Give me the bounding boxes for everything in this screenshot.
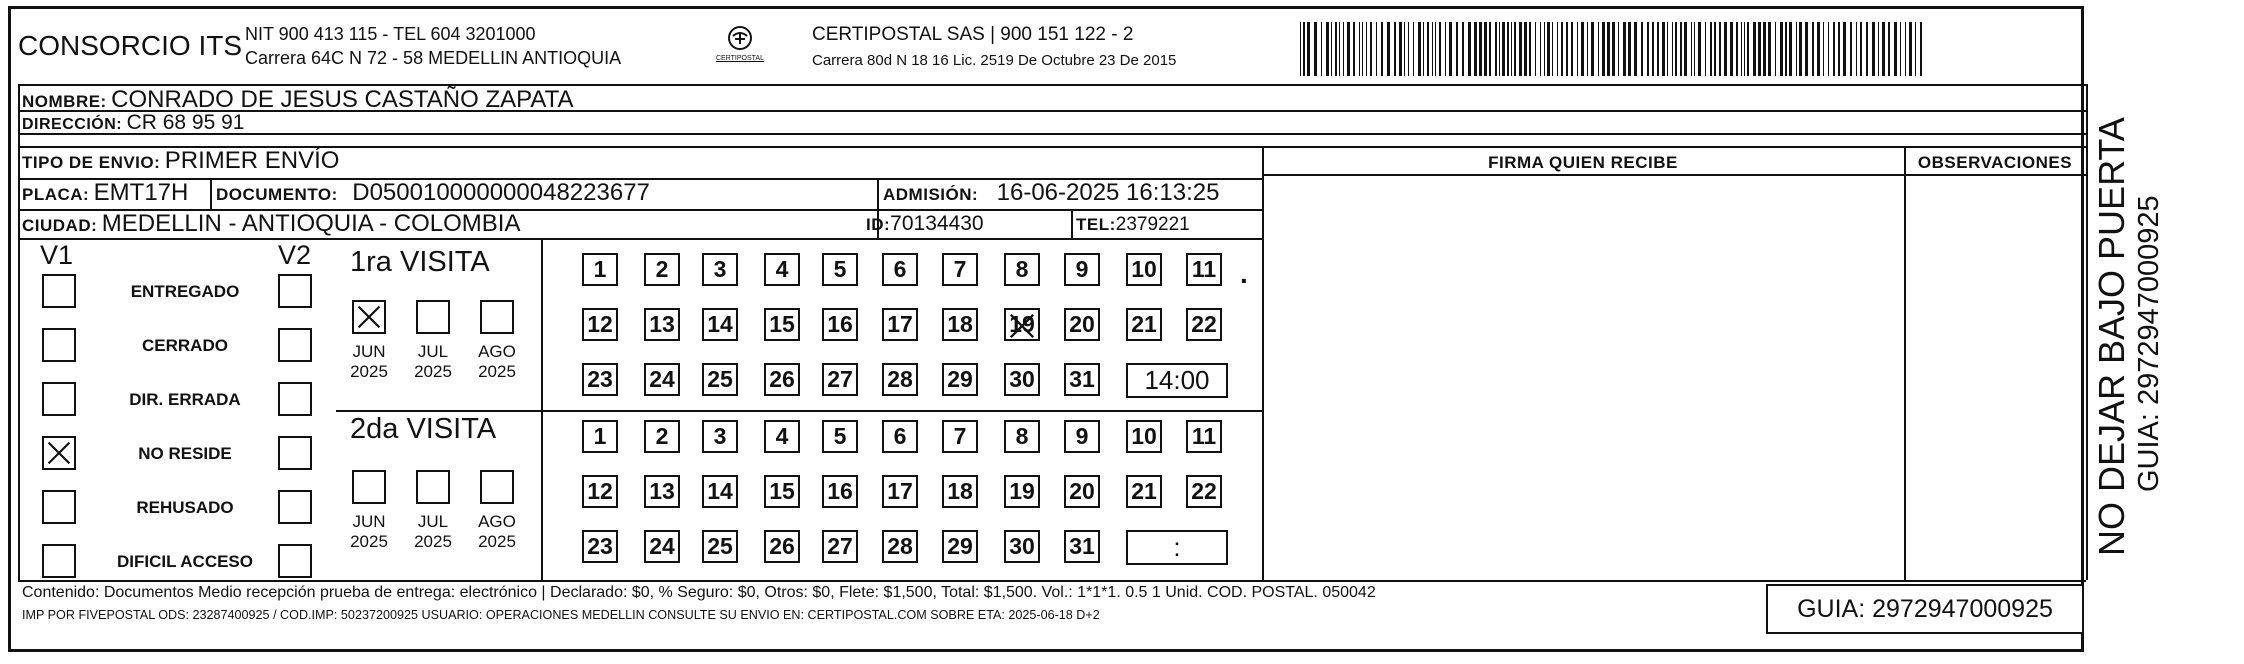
second-day-label: 24 <box>649 533 675 559</box>
second-day-6[interactable] <box>882 420 918 453</box>
second-month-checkbox-jun[interactable] <box>352 470 386 504</box>
second-day-label: 9 <box>1075 423 1089 449</box>
x-mark-icon <box>356 304 382 330</box>
first-day-8[interactable] <box>1004 253 1040 286</box>
first-day-15[interactable] <box>764 308 800 341</box>
first-day-label: 31 <box>1069 366 1095 392</box>
v1-checkbox-no-reside[interactable] <box>42 436 76 470</box>
direccion-value: CR 68 95 91 <box>126 111 245 134</box>
second-day-16[interactable] <box>822 475 858 508</box>
second-month-label-jun: JUN 2025 <box>350 512 388 551</box>
first-day-label: 11 <box>1191 256 1217 282</box>
first-day-label: 18 <box>947 311 973 337</box>
status-label-rehusado: REHUSADO <box>136 498 234 517</box>
first-day-label: 4 <box>775 256 789 282</box>
second-month-checkbox-jul[interactable] <box>416 470 450 504</box>
first-day-27[interactable] <box>822 363 858 396</box>
second-day-label: 17 <box>887 478 913 504</box>
first-day-label: 28 <box>887 366 913 392</box>
x-mark-icon <box>1008 312 1036 340</box>
second-day-8[interactable] <box>1004 420 1040 453</box>
logo-text: CERTIPOSTAL <box>716 55 764 62</box>
placa-label: PLACA: <box>22 185 90 204</box>
first-day-24[interactable] <box>644 363 680 396</box>
first-time-field[interactable]: 14:00 <box>1126 363 1228 398</box>
first-day-label: 14 <box>707 311 733 337</box>
v1-label: V1 <box>40 240 74 270</box>
second-day-label: 28 <box>887 533 913 559</box>
first-day-6[interactable] <box>882 253 918 286</box>
first-day-label: 30 <box>1009 366 1035 392</box>
v2-checkbox-entregado[interactable] <box>278 274 312 308</box>
first-day-5[interactable] <box>822 253 858 286</box>
first-day-7[interactable] <box>942 253 978 286</box>
second-day-22[interactable] <box>1186 475 1222 508</box>
second-day-12[interactable] <box>582 475 618 508</box>
nombre-label: NOMBRE: <box>22 92 107 111</box>
first-month-label-jul: JUL 2025 <box>414 342 452 381</box>
second-day-label: 11 <box>1191 423 1217 449</box>
barcode <box>1300 22 1930 76</box>
first-day-20[interactable] <box>1064 308 1100 341</box>
second-day-7[interactable] <box>942 420 978 453</box>
second-day-label: 16 <box>827 478 853 504</box>
second-day-27[interactable] <box>822 530 858 563</box>
second-day-label: 8 <box>1015 423 1029 449</box>
status-label-dir-errada: DIR. ERRADA <box>129 390 241 409</box>
second-day-13[interactable] <box>644 475 680 508</box>
company-address: Carrera 64C N 72 - 58 MEDELLIN ANTIOQUIA <box>245 48 622 68</box>
tipo-row <box>22 147 339 175</box>
first-day-30[interactable] <box>1004 363 1040 396</box>
first-day-13[interactable] <box>644 308 680 341</box>
second-day-label: 25 <box>707 533 733 559</box>
second-visit-title: 2da VISITA <box>350 413 497 445</box>
firma-header: FIRMA QUIEN RECIBE <box>1488 153 1678 172</box>
second-day-21[interactable] <box>1126 475 1162 508</box>
second-day-17[interactable] <box>882 475 918 508</box>
second-day-30[interactable] <box>1004 530 1040 563</box>
second-day-label: 1 <box>593 423 607 449</box>
observaciones-header: OBSERVACIONES <box>1917 153 2073 172</box>
placa-value: EMT17H <box>93 179 189 206</box>
first-day-label: 27 <box>827 366 853 392</box>
tel-row <box>1076 214 1190 236</box>
second-day-label: 13 <box>649 478 675 504</box>
second-day-label: 4 <box>775 423 789 449</box>
second-day-25[interactable] <box>702 530 738 563</box>
first-day-label: 6 <box>893 256 907 282</box>
first-day-31[interactable] <box>1064 363 1100 396</box>
first-day-9[interactable] <box>1064 253 1100 286</box>
status-label-dificil-acceso: DIFICIL ACCESO <box>116 552 253 571</box>
first-day-3[interactable] <box>702 253 738 286</box>
first-day-label: 26 <box>769 366 795 392</box>
footer-imp: IMP POR FIVEPOSTAL ODS: 23287400925 / COD.IMP: 50237200925 USUARIO: OPERACIONES MEDELLIN CONSULTE SU ENVIO EN: CERTIPOSTAL.COM SOBRE ETA: 2025-06-18 D+2 <box>22 608 1100 622</box>
first-day-2[interactable] <box>644 253 680 286</box>
tel-value: 2379221 <box>1115 214 1190 235</box>
documento-row <box>216 179 650 207</box>
v2-checkbox-dir-errada[interactable] <box>278 382 312 416</box>
second-day-23[interactable] <box>582 530 618 563</box>
status-label-no-reside: NO RESIDE <box>138 444 232 463</box>
status-label-cerrado: CERRADO <box>142 336 228 355</box>
second-month-label-ago: AGO 2025 <box>478 512 516 551</box>
first-month-checkbox-jun[interactable] <box>352 300 386 334</box>
second-day-31[interactable] <box>1064 530 1100 563</box>
certipostal-logo <box>708 22 772 70</box>
firma-area[interactable] <box>1264 178 1902 578</box>
certipostal-nit: CERTIPOSTAL SAS | 900 151 122 - 2 <box>812 24 1134 45</box>
v2-checkbox-no-reside[interactable] <box>278 436 312 470</box>
first-day-19[interactable] <box>1004 308 1040 341</box>
second-day-2[interactable] <box>644 420 680 453</box>
status-label-entregado: ENTREGADO <box>130 282 240 301</box>
tipo-label: TIPO DE ENVIO: <box>22 153 161 172</box>
dot-mark: . <box>1240 258 1248 289</box>
first-day-label: 17 <box>887 311 913 337</box>
second-day-label: 6 <box>893 423 907 449</box>
admision-label: ADMISIÓN: <box>883 185 979 204</box>
v2-checkbox-cerrado[interactable] <box>278 328 312 362</box>
first-day-label: 10 <box>1131 256 1157 282</box>
first-day-label: 3 <box>713 256 727 282</box>
first-day-28[interactable] <box>882 363 918 396</box>
v1-checkbox-cerrado[interactable] <box>42 328 76 362</box>
side-guia: GUIA: 2972947000925 <box>2133 195 2165 492</box>
first-day-label: 24 <box>649 366 675 392</box>
first-day-label: 7 <box>953 256 967 282</box>
first-visit-title: 1ra VISITA <box>350 246 490 278</box>
second-day-9[interactable] <box>1064 420 1100 453</box>
second-day-label: 2 <box>655 423 669 449</box>
first-day-26[interactable] <box>764 363 800 396</box>
company-name: CONSORCIO ITS <box>18 30 243 61</box>
second-day-label: 30 <box>1009 533 1035 559</box>
first-day-17[interactable] <box>882 308 918 341</box>
first-day-label: 16 <box>827 311 853 337</box>
v2-checkbox-dificil-acceso[interactable] <box>278 544 312 578</box>
admision-value: 16-06-2025 16:13:25 <box>996 179 1220 206</box>
footer-guia: GUIA: 2972947000925 <box>1797 594 2053 623</box>
second-day-1[interactable] <box>582 420 618 453</box>
second-day-11[interactable] <box>1186 420 1222 453</box>
side-warning: NO DEJAR BAJO PUERTA <box>2091 117 2132 556</box>
second-day-18[interactable] <box>942 475 978 508</box>
first-day-10[interactable] <box>1126 253 1162 286</box>
first-day-label: 12 <box>587 311 613 337</box>
second-day-label: 7 <box>953 423 967 449</box>
second-day-label: 18 <box>947 478 973 504</box>
second-time-field[interactable]: : <box>1126 530 1228 565</box>
v1-checkbox-dificil-acceso[interactable] <box>42 544 76 578</box>
first-day-14[interactable] <box>702 308 738 341</box>
second-day-label: 22 <box>1191 478 1217 504</box>
second-day-label: 3 <box>713 423 727 449</box>
footer-guia-box <box>1766 584 2084 634</box>
tel-label: TEL: <box>1076 215 1116 234</box>
first-day-18[interactable] <box>942 308 978 341</box>
second-day-20[interactable] <box>1064 475 1100 508</box>
first-day-label: 22 <box>1191 311 1217 337</box>
second-day-label: 27 <box>827 533 853 559</box>
v1-checkbox-rehusado[interactable] <box>42 490 76 524</box>
first-day-label: 5 <box>833 256 847 282</box>
first-day-label: 23 <box>587 366 613 392</box>
tipo-value: PRIMER ENVÍO <box>164 147 340 174</box>
ciudad-label: CIUDAD: <box>22 216 98 235</box>
placa-row <box>22 179 188 207</box>
second-day-label: 10 <box>1131 423 1157 449</box>
second-day-28[interactable] <box>882 530 918 563</box>
second-month-label-jul: JUL 2025 <box>414 512 452 551</box>
first-day-1[interactable] <box>582 253 618 286</box>
first-day-label: 2 <box>655 256 669 282</box>
first-day-label: 9 <box>1075 256 1089 282</box>
id-value: 70134430 <box>890 212 984 235</box>
second-day-label: 20 <box>1069 478 1095 504</box>
first-month-label-ago: AGO 2025 <box>478 342 516 381</box>
second-day-26[interactable] <box>764 530 800 563</box>
second-day-14[interactable] <box>702 475 738 508</box>
v2-label: V2 <box>278 240 312 270</box>
first-month-label-jun: JUN 2025 <box>350 342 388 381</box>
second-month-checkbox-ago[interactable] <box>480 470 514 504</box>
first-day-11[interactable] <box>1186 253 1222 286</box>
ciudad-row <box>22 210 520 238</box>
second-day-5[interactable] <box>822 420 858 453</box>
second-day-29[interactable] <box>942 530 978 563</box>
second-day-15[interactable] <box>764 475 800 508</box>
certipostal-logo-icon <box>708 22 772 70</box>
first-day-22[interactable] <box>1186 308 1222 341</box>
first-day-29[interactable] <box>942 363 978 396</box>
id-label: ID: <box>866 215 891 234</box>
first-day-23[interactable] <box>582 363 618 396</box>
second-day-label: 19 <box>1009 478 1035 504</box>
second-day-10[interactable] <box>1126 420 1162 453</box>
v1-checkbox-entregado[interactable] <box>42 274 76 308</box>
first-day-25[interactable] <box>702 363 738 396</box>
first-day-label: 13 <box>649 311 675 337</box>
first-day-label: 19 <box>1009 311 1035 337</box>
second-day-24[interactable] <box>644 530 680 563</box>
nombre-value: CONRADO DE JESUS CASTAÑO ZAPATA <box>111 86 574 113</box>
second-day-label: 12 <box>587 478 613 504</box>
first-day-label: 15 <box>769 311 795 337</box>
footer-content: Contenido: Documentos Medio recepción prueba de entrega: electrónico | Declarado: $0, % Seguro: $0, Otros: $0, Flete: $1,500, Total: $1,500. Vol.: 1*1*1. 0.5 1 Unid. COD. POSTAL. 050042 <box>22 584 1376 601</box>
admision-row <box>883 179 1219 207</box>
second-day-label: 14 <box>707 478 733 504</box>
v1-checkbox-dir-errada[interactable] <box>42 382 76 416</box>
certipostal-address: Carrera 80d N 18 16 Lic. 2519 De Octubre 23 De 2015 <box>812 52 1177 69</box>
first-day-label: 25 <box>707 366 733 392</box>
direccion-row <box>22 111 244 135</box>
v2-checkbox-rehusado[interactable] <box>278 490 312 524</box>
first-day-label: 29 <box>947 366 973 392</box>
direccion-label: DIRECCIÓN: <box>22 116 123 133</box>
first-day-label: 21 <box>1131 311 1157 337</box>
first-month-checkbox-ago[interactable] <box>480 300 514 334</box>
observaciones-area[interactable] <box>1906 178 2084 578</box>
second-day-label: 5 <box>833 423 847 449</box>
first-day-12[interactable] <box>582 308 618 341</box>
second-day-label: 15 <box>769 478 795 504</box>
documento-value: D050010000000048223677 <box>352 179 650 206</box>
second-day-label: 29 <box>947 533 973 559</box>
second-day-label: 31 <box>1069 533 1095 559</box>
first-day-21[interactable] <box>1126 308 1162 341</box>
first-day-label: 8 <box>1015 256 1029 282</box>
ciudad-value: MEDELLIN - ANTIOQUIA - COLOMBIA <box>101 210 521 237</box>
first-month-checkbox-jul[interactable] <box>416 300 450 334</box>
second-day-19[interactable] <box>1004 475 1040 508</box>
id-row <box>866 212 984 236</box>
first-day-16[interactable] <box>822 308 858 341</box>
second-day-3[interactable] <box>702 420 738 453</box>
company-nit: NIT 900 413 115 - TEL 604 3201000 <box>245 24 536 44</box>
second-day-4[interactable] <box>764 420 800 453</box>
x-mark-icon <box>46 440 72 466</box>
second-day-label: 23 <box>587 533 613 559</box>
nombre-row <box>22 86 573 114</box>
second-day-label: 26 <box>769 533 795 559</box>
second-day-label: 21 <box>1131 478 1157 504</box>
first-day-label: 20 <box>1069 311 1095 337</box>
documento-label: DOCUMENTO: <box>216 185 338 204</box>
first-day-4[interactable] <box>764 253 800 286</box>
first-day-label: 1 <box>593 256 607 282</box>
